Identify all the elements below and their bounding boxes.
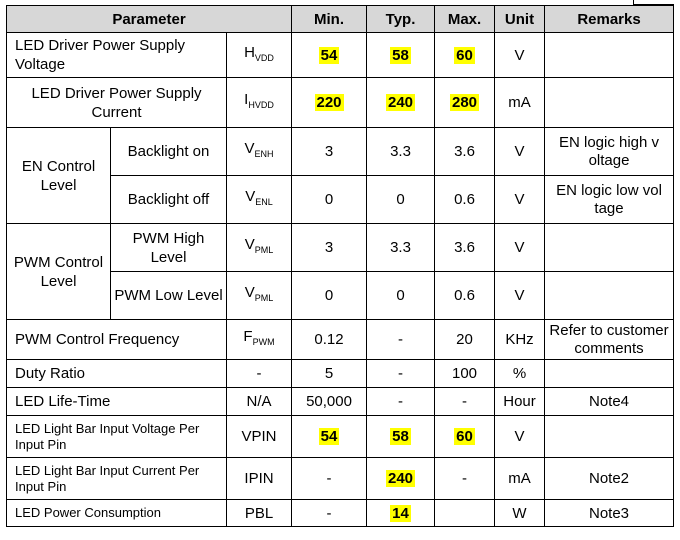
min-value: [292, 78, 367, 128]
param-pwm-control-frequency: PWM Control Frequency: [7, 320, 227, 360]
table-row: [7, 320, 674, 360]
typ-value: -: [367, 320, 435, 360]
header-row: [7, 6, 674, 33]
symbol-venl: $V_{ENL}$: [227, 176, 292, 224]
symbol-pbl: PBL: [227, 500, 292, 527]
highlighted-value: 58: [392, 46, 409, 64]
param-led-life-time: LED Life-Time: [7, 388, 227, 416]
unit-value: Hour: [495, 388, 545, 416]
symbol-vpml-low: $V_{PML}$: [227, 272, 292, 320]
unit-value: V: [495, 33, 545, 78]
remarks-value: Refer to customer comments: [545, 320, 674, 360]
typ-value: [367, 33, 435, 78]
highlighted-value: 60: [456, 428, 473, 445]
max-value: 3.6: [435, 224, 495, 272]
highlighted-value: 58: [392, 428, 409, 445]
typ-value: 3.3: [367, 224, 435, 272]
highlighted-value: 54: [320, 428, 338, 445]
sub-param-backlight-off: Backlight off: [111, 176, 227, 224]
table-row: [7, 416, 674, 458]
remarks-value: Note2: [545, 458, 674, 500]
symbol-ihvdd: $I_{HVDD}$: [227, 78, 292, 128]
sub-param-backlight-on: Backlight on: [111, 128, 227, 176]
highlighted-value: 14: [392, 504, 409, 522]
header-unit: Unit: [495, 6, 545, 33]
header-max: Max.: [435, 6, 495, 33]
typ-value: [367, 458, 435, 500]
symbol-life: N/A: [227, 388, 292, 416]
unit-value: V: [495, 224, 545, 272]
max-value: [435, 416, 495, 458]
unit-value: W: [495, 500, 545, 527]
symbol-vpml-high: $V_{PML}$: [227, 224, 292, 272]
param-led-driver-voltage: LED Driver Power Supply Voltage: [7, 33, 227, 78]
typ-value: [367, 416, 435, 458]
table-row: [7, 360, 674, 388]
unit-value: V: [495, 416, 545, 458]
typ-value: [367, 500, 435, 527]
symbol-duty: -: [227, 360, 292, 388]
header-remarks: Remarks: [545, 6, 674, 33]
remarks-value: [545, 416, 674, 458]
unit-value: V: [495, 128, 545, 176]
max-value: 0.6: [435, 272, 495, 320]
typ-value: 0: [367, 176, 435, 224]
unit-value: mA: [495, 78, 545, 128]
remarks-value: [545, 33, 674, 78]
remarks-value: EN logic low vol tage: [545, 176, 674, 224]
min-value: [292, 33, 367, 78]
min-value: 0: [292, 176, 367, 224]
highlighted-value: 240: [388, 94, 414, 111]
table-row: [7, 224, 674, 272]
sub-param-pwm-low-level: PWM Low Level: [111, 272, 227, 320]
min-value: 3: [292, 224, 367, 272]
min-value: [292, 416, 367, 458]
typ-value: 3.3: [367, 128, 435, 176]
remarks-value: [545, 78, 674, 128]
highlighted-value: 280: [452, 94, 478, 111]
min-value: 5: [292, 360, 367, 388]
header-parameter: Parameter: [7, 6, 292, 33]
typ-value: [367, 78, 435, 128]
table-row: [7, 500, 674, 527]
table-row: [7, 78, 674, 128]
max-value: 100: [435, 360, 495, 388]
max-value: 3.6: [435, 128, 495, 176]
symbol-venh: $V_{ENH}$: [227, 128, 292, 176]
unit-value: %: [495, 360, 545, 388]
typ-value: -: [367, 360, 435, 388]
highlighted-value: 220: [316, 94, 342, 111]
unit-value: KHz: [495, 320, 545, 360]
symbol-hvdd: $H_{VDD}$: [227, 33, 292, 78]
param-led-driver-current: LED Driver Power Supply Current: [7, 78, 227, 128]
remarks-value: EN logic high v oltage: [545, 128, 674, 176]
min-value: 0.12: [292, 320, 367, 360]
table-row: [7, 458, 674, 500]
remarks-value: [545, 360, 674, 388]
min-value: -: [292, 458, 367, 500]
highlighted-value: 60: [456, 46, 473, 64]
param-light-bar-input-voltage: LED Light Bar Input Voltage Per Input Pin: [7, 416, 227, 458]
group-pwm-control-level: PWM Control Level: [7, 224, 111, 320]
table-row: [7, 388, 674, 416]
header-typ: Typ.: [367, 6, 435, 33]
min-value: 0: [292, 272, 367, 320]
remarks-value: Note3: [545, 500, 674, 527]
param-light-bar-input-current: LED Light Bar Input Current Per Input Pin: [7, 458, 227, 500]
max-value: -: [435, 388, 495, 416]
highlighted-value: 240: [388, 470, 414, 487]
group-en-control-level: EN Control Level: [7, 128, 111, 224]
remarks-value: [545, 272, 674, 320]
max-value: [435, 500, 495, 527]
unit-value: mA: [495, 458, 545, 500]
symbol-fpwm: $F_{PWM}$: [227, 320, 292, 360]
unit-value: V: [495, 176, 545, 224]
param-led-power-consumption: LED Power Consumption: [7, 500, 227, 527]
typ-value: -: [367, 388, 435, 416]
table-row: [7, 33, 674, 78]
min-value: 50,000: [292, 388, 367, 416]
typ-value: 0: [367, 272, 435, 320]
led-driver-spec-table: [6, 5, 674, 527]
min-value: 3: [292, 128, 367, 176]
symbol-vpin: VPIN: [227, 416, 292, 458]
header-min: Min.: [292, 6, 367, 33]
remarks-value: Note4: [545, 388, 674, 416]
max-value: [435, 33, 495, 78]
remarks-value: [545, 224, 674, 272]
max-value: 0.6: [435, 176, 495, 224]
max-value: -: [435, 458, 495, 500]
highlighted-value: 54: [320, 46, 338, 64]
min-value: -: [292, 500, 367, 527]
unit-value: V: [495, 272, 545, 320]
table-row: [7, 128, 674, 176]
sub-param-pwm-high-level: PWM High Level: [111, 224, 227, 272]
max-value: 20: [435, 320, 495, 360]
symbol-ipin: IPIN: [227, 458, 292, 500]
param-duty-ratio: Duty Ratio: [7, 360, 227, 388]
max-value: [435, 78, 495, 128]
